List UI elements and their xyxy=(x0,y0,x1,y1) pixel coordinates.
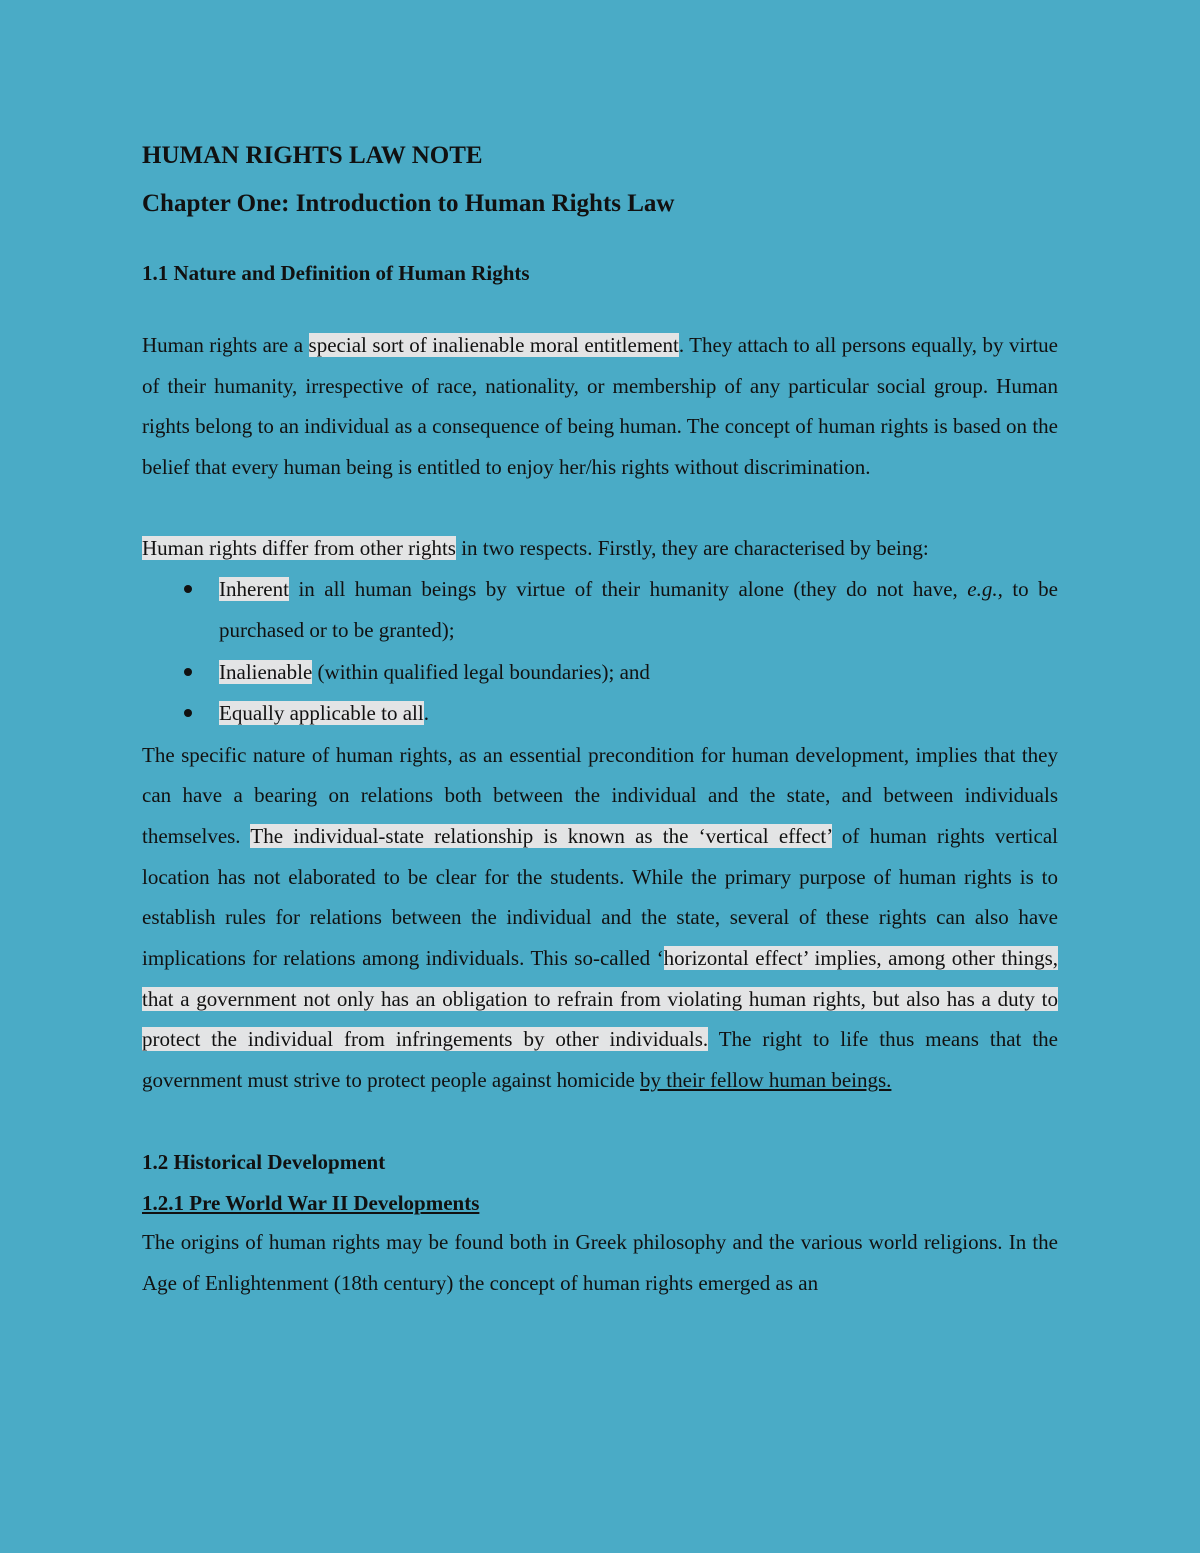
underlined-text: by their fellow human beings. xyxy=(640,1068,892,1093)
bullet-icon xyxy=(184,709,192,717)
list-item xyxy=(142,569,1058,652)
list-item xyxy=(142,693,1058,735)
highlighted-text: The individual-state relationship is known as the ‘vertical effect’ xyxy=(250,823,832,848)
highlighted-text: Equally applicable to all xyxy=(219,701,424,726)
document-content xyxy=(142,138,1058,1303)
text-run: of human rights vertical location has not elaborated to be clear for the students. While the primary purpose of human rights is to establish rules for relations between the individual and the state, several of these rights can also have implications for relations among individuals. This so-called ‘ xyxy=(142,823,1058,971)
document-title: HUMAN RIGHTS LAW NOTE xyxy=(142,142,483,169)
paragraph-differences xyxy=(142,528,1058,569)
section-heading-1-2: 1.2 Historical Development xyxy=(142,1149,386,1174)
text-run: Human rights are a xyxy=(142,333,309,357)
text-run: (within qualified legal boundaries); and xyxy=(312,659,650,684)
highlighted-text: Inherent xyxy=(219,576,289,601)
bullet-icon xyxy=(184,585,192,593)
text-run: The right to life thus means that the government must strive to protect people against homicide xyxy=(142,1027,1058,1093)
characteristics-list xyxy=(142,569,1058,735)
paragraph-definition xyxy=(142,325,1058,488)
text-run: . xyxy=(423,701,429,726)
text-run: to be purchased or to be granted); xyxy=(219,576,1058,643)
list-item xyxy=(142,652,1058,694)
bullet-icon xyxy=(184,668,192,676)
paragraph-specific-nature xyxy=(142,735,1058,1101)
section-heading-1-1: 1.1 Nature and Definition of Human Rights xyxy=(142,261,530,285)
paragraph-origins: The origins of human rights may be found both in Greek philosophy and the various world religions. In the Age of Enlightenment (18th century) the concept of human rights emerged as an xyxy=(142,1229,1058,1295)
subsection-heading-1-2-1: 1.2.1 Pre World War II Developments xyxy=(142,1190,480,1215)
emphasis-text: e.g., xyxy=(967,576,1003,601)
highlighted-text: horizontal effect’ implies, among other things, that a government not only has an obligation to refrain from violating human rights, but also has a duty to protect the individual from infringements by other individuals. xyxy=(142,946,1059,1052)
text-run: in two respects. Firstly, they are characterised by being: xyxy=(455,535,929,560)
text-run: The specific nature of human rights, as an essential precondition for human development, implies that they can have a bearing on relations both between the individual and the state, and between individuals themselves. xyxy=(142,742,1058,848)
text-run: in all human beings by virtue of their humanity alone (they do not have, xyxy=(288,576,968,601)
highlighted-text: Inalienable xyxy=(219,659,313,684)
highlighted-text: special sort of inalienable moral entitlement xyxy=(308,333,679,357)
chapter-title: Chapter One: Introduction to Human Rights Law xyxy=(142,190,675,217)
text-run: . They attach to all persons equally, by virtue of their humanity, irrespective of race, nationality, or membership of any particular social group. Human rights belong to an individual as a consequence of being human. The concept of human rights is based on the belief that every human being is entitled to enjoy her/his rights without discrimination. xyxy=(142,333,1058,480)
highlighted-text: Human rights differ from other rights xyxy=(142,535,456,560)
